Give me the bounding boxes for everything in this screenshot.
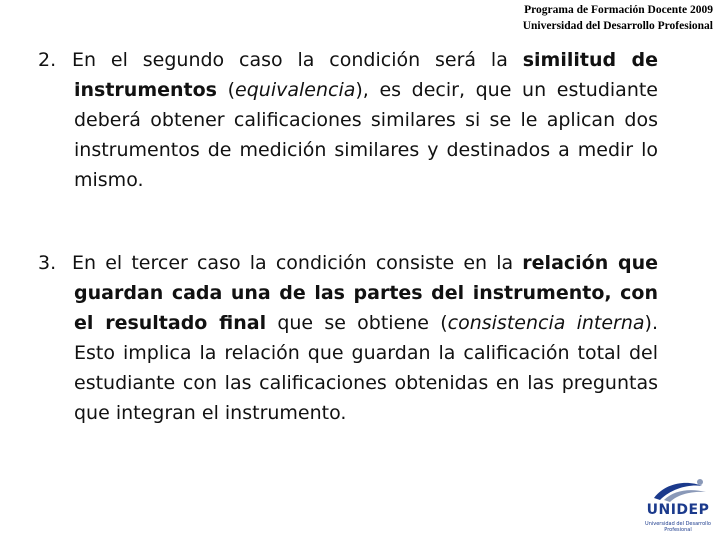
list-item-number: 3.: [38, 252, 57, 274]
italic-run: consistencia interna: [447, 312, 645, 334]
italic-run: equivalencia: [235, 79, 356, 101]
list-item-3: [38, 248, 658, 428]
text-run: ), es decir, que un estudiante deberá obtener calificaciones similares si se le aplican dos instrumentos de medición similares y destinados a medir lo mismo.: [74, 79, 659, 191]
text-run: En el tercer caso la condición consiste en la: [72, 252, 523, 274]
header-line-1: Programa de Formación Docente 2009: [524, 4, 713, 16]
list-item-text: [38, 248, 658, 428]
list-item-text: [38, 45, 658, 195]
list-item-2: [38, 45, 658, 195]
text-run: que se obtiene (: [266, 312, 448, 334]
text-run: (: [216, 79, 236, 101]
text-run: ). Esto implica la relación que guardan la calificación total del estudiante con las calificaciones obtenidas en las preguntas que integran el instrumento.: [74, 312, 658, 424]
logo-subtitle: Universidad del Desarrollo Profesional: [645, 521, 711, 533]
header-line-2: Universidad del Desarrollo Profesional: [522, 20, 713, 32]
bold-run: similitud de instrumentos: [74, 49, 659, 101]
text-run: En el segundo caso la condición será la: [72, 49, 523, 71]
logo-wordmark: UNIDEP: [646, 502, 710, 518]
list-item-number: 2.: [38, 49, 57, 71]
bold-run: relación que guardan cada una de las partes del instrumento, con el resultado final: [74, 252, 658, 334]
unidep-logo: [640, 476, 716, 534]
header: [523, 2, 713, 34]
